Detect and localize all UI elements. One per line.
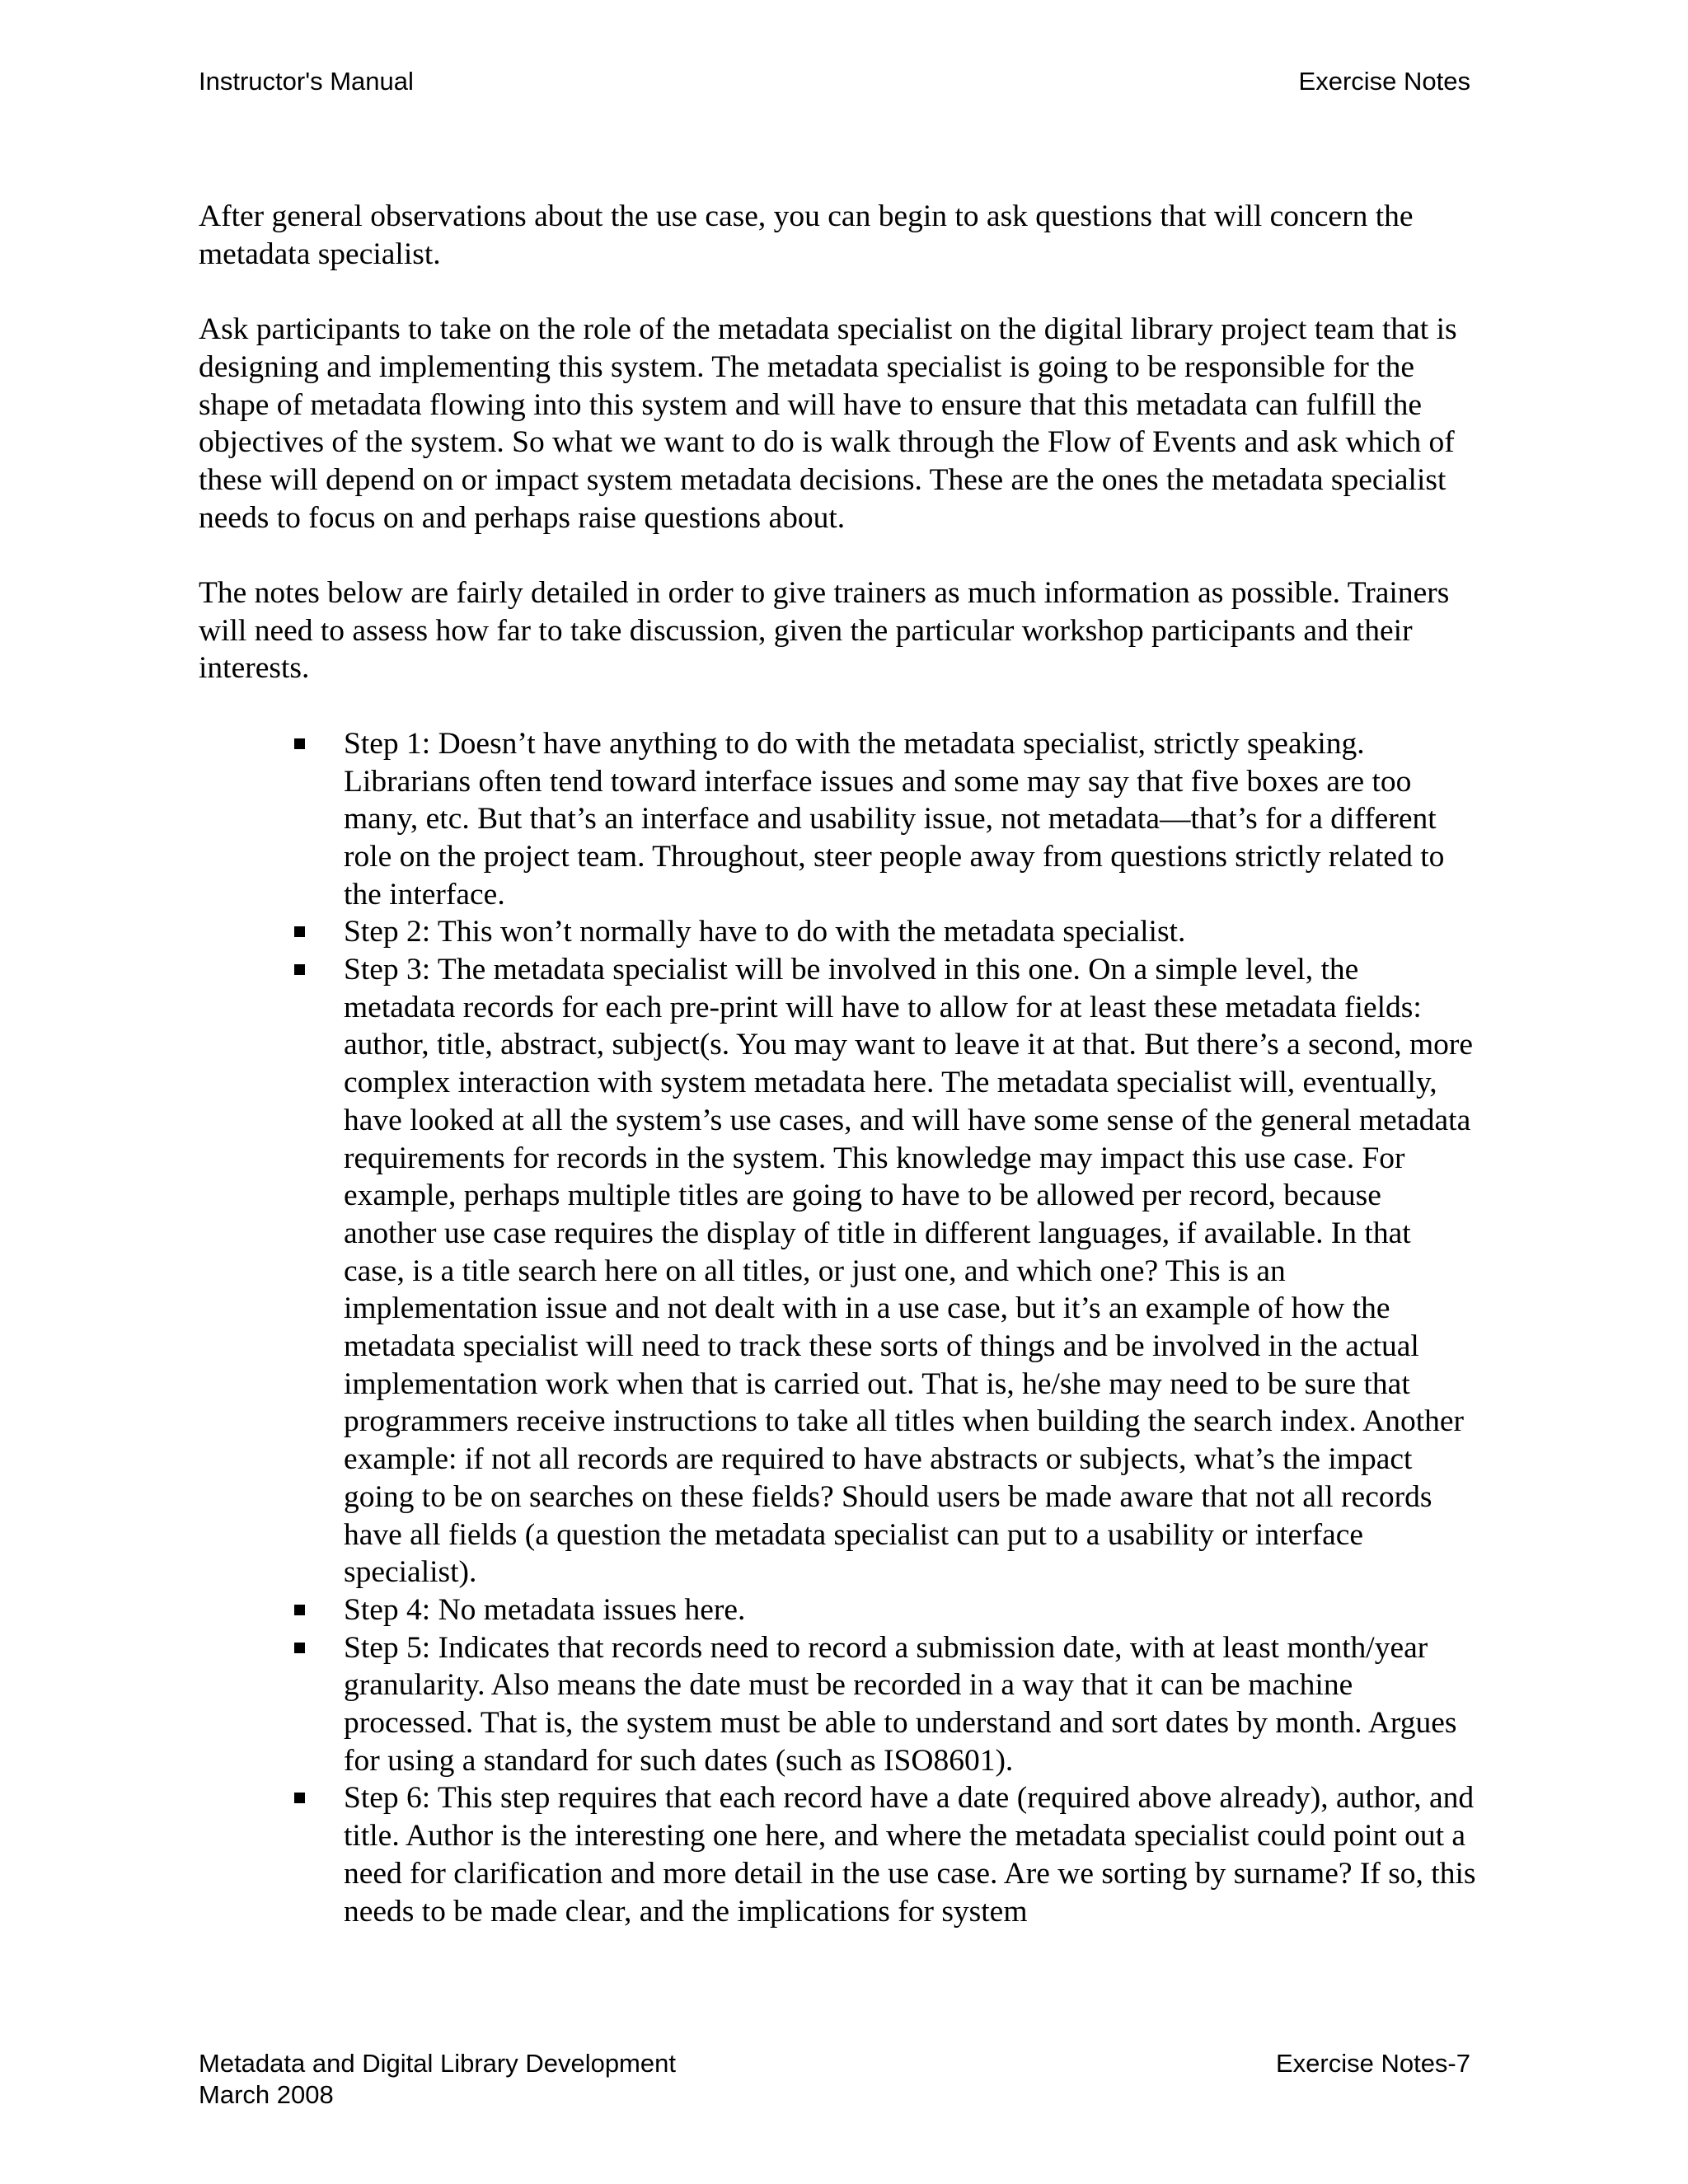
- footer-course-title: Metadata and Digital Library Development: [199, 2049, 676, 2078]
- header-manual-title: Instructor's Manual: [199, 67, 414, 96]
- step-text: Step 3: The metadata specialist will be involved in this one. On a simple level, the metadata records for each pre-print will have to allow for at least these metadata fields: author, title, abstract, subject(s. You may want to leave it at that. But there’s a second, more complex interaction with system metadata here. The metadata specialist will, eventually, have looked at all the system’s use cases, and will have some sense of the general metadata requirements for records in the system. This knowledge may impact this use case. For example, perhaps multiple titles are going to have to be allowed per record, because another use case requires the display of title in different languages, if available. In that case, is a title search here on all titles, or just one, and which one? This is an implementation issue and not dealt with in a use case, but it’s an example of how the metadata specialist will need to track these sorts of things and be involved in the actual implementation work when that is carried out. That is, he/she may need to be sure that programmers receive instructions to take all titles when building the search index. Another example: if not all records are required to have abstracts or subjects, what’s the impact going to be on searches on these fields? Should users be made aware that not all records have all fields (a question the metadata specialist can put to a usability or interface specialist).: [344, 953, 1474, 1590]
- step-item: [344, 1591, 1476, 1629]
- step-item: [344, 951, 1476, 1591]
- step-item: [344, 913, 1476, 951]
- step-item: [344, 725, 1476, 914]
- square-bullet-icon: [294, 738, 305, 749]
- square-bullet-icon: [294, 926, 305, 937]
- header-section-title: Exercise Notes: [1298, 67, 1470, 96]
- step-text: Step 1: Doesn’t have anything to do with the metadata specialist, strictly speaking. Librarians often tend toward interface issues and some may say that five boxes are too many, etc. But that’s an interface and usability issue, not metadata—that’s for a different role on the project team. Throughout, steer people away from questions strictly related to the interface.: [344, 726, 1445, 912]
- step-text: Step 4: No metadata issues here.: [344, 1592, 746, 1627]
- intro-paragraph: After general observations about the use case, you can begin to ask questions that will concern the metadata specialist.: [199, 199, 1414, 271]
- steps-list: [199, 725, 1476, 1931]
- footer-row: [199, 2048, 1470, 2079]
- role-paragraph: Ask participants to take on the role of the metadata specialist on the digital library project team that is designing and implementing this system. The metadata specialist is going to be responsible for the shape of metadata flowing into this system and will have to ensure that this metadata can fulfill the objectives of the system. So what we want to do is walk through the Flow of Events and ask which of these will depend on or impact system metadata decisions. These are the ones the metadata specialist needs to focus on and perhaps raise questions about.: [199, 312, 1457, 535]
- page-footer: [199, 2048, 1470, 2111]
- square-bullet-icon: [294, 964, 305, 975]
- square-bullet-icon: [294, 1793, 305, 1803]
- footer-page-number: Exercise Notes-7: [1275, 2049, 1470, 2078]
- step-text: Step 2: This won’t normally have to do with the metadata specialist.: [344, 915, 1186, 949]
- square-bullet-icon: [294, 1605, 305, 1615]
- page-header: [199, 66, 1470, 97]
- page-body: [199, 198, 1476, 1930]
- trainer-notes-paragraph: The notes below are fairly detailed in order to give trainers as much information as possible. Trainers will need to assess how far to take discussion, given the particular workshop participants and their interests.: [199, 576, 1450, 686]
- step-item: [344, 1779, 1476, 1930]
- footer-date: March 2008: [199, 2080, 334, 2109]
- step-text: Step 6: This step requires that each record have a date (required above already), author, and title. Author is the interesting one here, and where the metadata specialist could point out a need for clarification and more detail in the use case. Are we sorting by surname? If so, this needs to be made clear, and the implications for system: [344, 1781, 1476, 1929]
- step-text: Step 5: Indicates that records need to record a submission date, with at least month/year granularity. Also means the date must be recorded in a way that it can be machine processed. That is, the system must be able to understand and sort dates by month. Argues for using a standard for such dates (such as ISO8601).: [344, 1630, 1457, 1778]
- square-bullet-icon: [294, 1643, 305, 1653]
- footer-row: [199, 2079, 1470, 2111]
- step-item: [344, 1629, 1476, 1780]
